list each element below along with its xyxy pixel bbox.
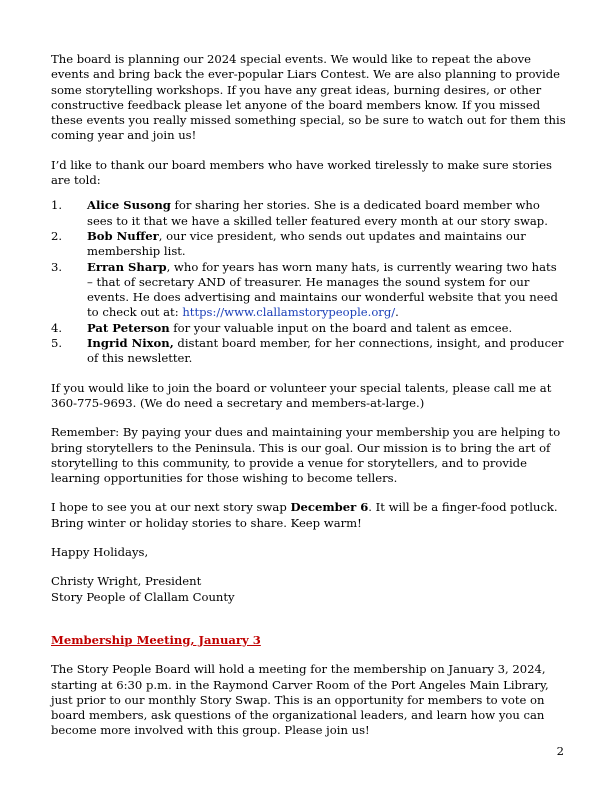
list-number: 1.: [51, 198, 63, 213]
list-number: 2.: [51, 228, 63, 243]
page-number: 2: [556, 744, 564, 758]
list-number: 5.: [51, 336, 63, 351]
member-description: for sharing her stories. She is a dedicated board member who sees to it that we have a skilled teller featured every month at our story swap.: [87, 198, 548, 228]
signature-name: Christy Wright, President: [51, 574, 202, 589]
list-number: 4.: [51, 320, 63, 335]
next-swap-paragraph: I hope to see you at our next story swap December 6. It will be a finger-food potluck. Bring winter or holiday stories to share. Keep warm!: [51, 500, 558, 530]
website-link[interactable]: https://www.clallamstorypeople.org/: [182, 305, 396, 320]
board-members-list: [51, 198, 566, 366]
list-number: 3.: [51, 259, 63, 274]
member-description: , who for years has worn many hats, is currently wearing two hats – that of secretary AND of treasurer. He manages the sound system for our events. He does advertising and maintains our wonderful website that you need to check out at:: [87, 259, 558, 320]
member-name: Bob Nuffer: [87, 228, 159, 243]
list-item: [51, 198, 566, 229]
newsletter-page: [51, 52, 566, 753]
meeting-paragraph: The Story People Board will hold a meeting for the membership on January 3, 2024, starting at 6:30 p.m. in the Raymond Carver Room of the Port Angeles Main Library, just prior to our monthly Story Swap. This is an opportunity for members to vote on board members, ask questions of the organizational leaders, and learn how you can become more involved with this group. Please join us!: [51, 662, 549, 738]
signature-org: Story People of Clallam County: [51, 589, 235, 604]
thanks-intro-paragraph: I’d like to thank our board members who have worked tirelessly to make sure stories are told:: [51, 157, 552, 188]
intro-paragraph: The board is planning our 2024 special events. We would like to repeat the above events and bring back the ever-popular Liars Contest. We are also planning to provide some storytelling workshops. If you have any great ideas, burning desires, or other constructive feedback please let anyone of the board members know. If you missed these events you really missed something special, so be sure to watch out for them this coming year and join us!: [51, 52, 566, 143]
list-item: [51, 336, 566, 367]
member-description: for your valuable input on the board and talent as emcee.: [169, 320, 513, 335]
member-description: , our vice president, who sends out updates and maintains our membership list.: [87, 228, 526, 259]
member-name: Alice Susong: [87, 198, 171, 213]
member-name: Pat Peterson: [87, 320, 170, 335]
remember-paragraph: Remember: By paying your dues and maintaining your membership you are helping to bring storytellers to the Peninsula. This is our goal. Our mission is to bring the art of storytelling to this community, to provide a venue for storytellers, and to provide learning opportunities for those wishing to become tellers.: [51, 425, 561, 486]
member-description: distant board member, for her connections, insight, and producer of this newsletter.: [87, 336, 564, 366]
list-item: [51, 260, 566, 321]
member-name: Erran Sharp: [87, 259, 167, 274]
list-item: [51, 321, 566, 336]
list-item: [51, 229, 566, 260]
volunteer-paragraph: If you would like to join the board or volunteer your special talents, please call me at 360-775-9693. (We do need a secretary and members-at-large.): [51, 380, 552, 410]
swap-date: December 6: [290, 500, 369, 515]
closing-line: Happy Holidays,: [51, 545, 149, 560]
meeting-heading: Membership Meeting, January 3: [51, 632, 261, 647]
member-name: Ingrid Nixon,: [87, 336, 174, 351]
member-description-end: .: [395, 305, 399, 320]
